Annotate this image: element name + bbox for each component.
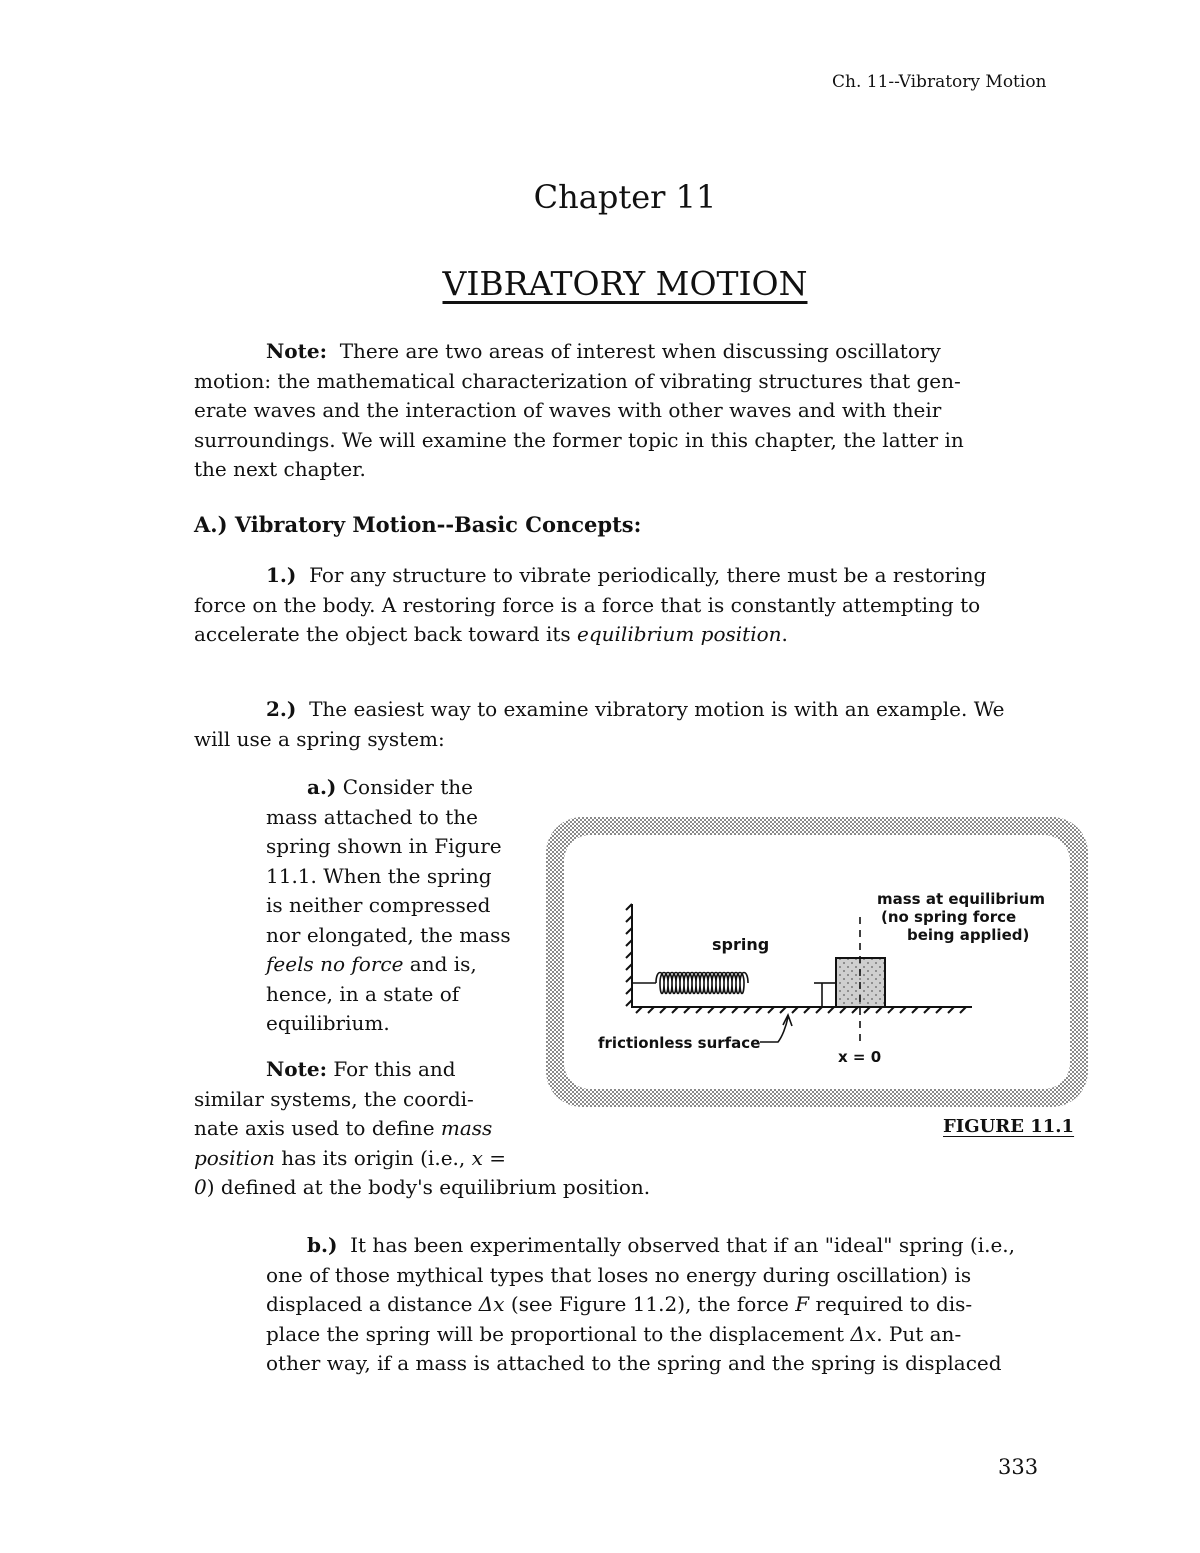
emphasis: Δx — [478, 1292, 505, 1316]
item-label: 2.) — [266, 697, 297, 721]
paragraph-item-a — [266, 773, 536, 1039]
note-label: Note: — [266, 339, 327, 363]
paragraph-line: will use a spring system: — [194, 726, 445, 751]
emphasis: F — [795, 1292, 810, 1316]
paragraph-line: similar systems, the coordi- — [194, 1086, 474, 1111]
chapter-title: VIBRATORY MOTION — [442, 264, 808, 303]
paragraph-line: It has been experimentally observed that if an "ideal" spring (i.e., — [350, 1233, 1016, 1257]
figure-caption: FIGURE 11.1 — [943, 1116, 1075, 1137]
paragraph-text: nate axis used to define — [194, 1116, 441, 1140]
paragraph-line: For any structure to vibrate periodically, there must be a restoring — [309, 563, 987, 587]
paragraph-item-b — [266, 1231, 1066, 1379]
label-mass-line-3: being applied) — [907, 926, 1030, 944]
paragraph-text: and is, — [403, 952, 477, 976]
paragraph-text: ) defined at the body's equilibrium position. — [206, 1175, 651, 1199]
label-spring: spring — [712, 935, 770, 954]
note-line: motion: the mathematical characterization of vibrating structures that gen- — [194, 368, 961, 393]
paragraph-line: For this and — [333, 1057, 456, 1081]
item-label: 1.) — [266, 563, 297, 587]
item-label: b.) — [307, 1233, 338, 1257]
paragraph-item-2 — [194, 695, 1064, 754]
paragraph-text: = — [482, 1145, 507, 1170]
emphasis: Δx — [850, 1321, 877, 1346]
note-line: surroundings. We will examine the former topic in this chapter, the latter in — [194, 427, 964, 452]
paragraph-text: . Put an- — [876, 1321, 962, 1346]
paragraph-text: has its origin (i.e., — [274, 1145, 472, 1170]
section-heading: A.) Vibratory Motion--Basic Concepts: — [194, 512, 642, 537]
paragraph-text: required to dis- — [809, 1292, 973, 1316]
emphasis: feels no force — [266, 952, 404, 976]
label-mass-line-2: (no spring force — [881, 908, 1017, 926]
emphasis: x — [471, 1145, 483, 1170]
paragraph-line: one of those mythical types that loses no energy during oscillation) is — [266, 1262, 972, 1287]
paragraph-line: mass attached to the — [266, 804, 478, 829]
paragraph-text: . — [781, 622, 788, 646]
page-number: 333 — [998, 1455, 1039, 1479]
note-line: erate waves and the interaction of waves with other waves and with their — [194, 398, 942, 422]
emphasis: position — [194, 1145, 275, 1170]
paragraph-line: spring shown in Figure — [266, 834, 502, 858]
running-head: Ch. 11--Vibratory Motion — [832, 72, 1047, 92]
figure-diagram — [546, 817, 1088, 1107]
paragraph-line: force on the body. A restoring force is a force that is constantly attempting to — [194, 592, 981, 617]
paragraph-text: (see Figure 11.2), the force — [504, 1292, 796, 1316]
paragraph-text: place the spring will be proportional to the displacement — [266, 1321, 851, 1346]
paragraph-line: accelerate the object back toward its — [194, 622, 577, 646]
figure-spring-mass — [546, 817, 1088, 1111]
label-origin: x = 0 — [838, 1048, 882, 1066]
paragraph-item-1 — [194, 561, 1034, 650]
emphasis: mass — [440, 1116, 493, 1140]
chapter-number: Chapter 11 — [533, 178, 717, 216]
emphasis: equilibrium position — [577, 622, 782, 646]
paragraph-line: Consider the — [342, 775, 473, 799]
note-coordinate-axis-continued — [194, 1173, 894, 1203]
note-line: There are two areas of interest when discussing oscillatory — [339, 339, 941, 363]
note-label: Note: — [266, 1057, 327, 1081]
paragraph-text: displaced a distance — [266, 1292, 479, 1316]
label-surface: frictionless surface — [598, 1034, 761, 1052]
paragraph-line: The easiest way to examine vibratory motion is with an example. We — [309, 697, 1005, 721]
paragraph-line: is neither compressed — [266, 893, 491, 917]
emphasis: 0 — [194, 1175, 207, 1199]
paragraph-line: nor elongated, the mass — [266, 922, 511, 947]
item-label: a.) — [307, 775, 337, 799]
paragraph-line: 11.1. When the spring — [266, 863, 492, 888]
note-line: the next chapter. — [194, 457, 366, 481]
intro-note — [194, 337, 1034, 485]
paragraph-line: other way, if a mass is attached to the spring and the spring is displaced — [266, 1351, 1002, 1375]
paragraph-line: equilibrium. — [266, 1011, 390, 1035]
note-coordinate-axis — [194, 1055, 529, 1173]
paragraph-line: hence, in a state of — [266, 981, 460, 1006]
label-mass-line-1: mass at equilibrium — [877, 890, 1045, 908]
